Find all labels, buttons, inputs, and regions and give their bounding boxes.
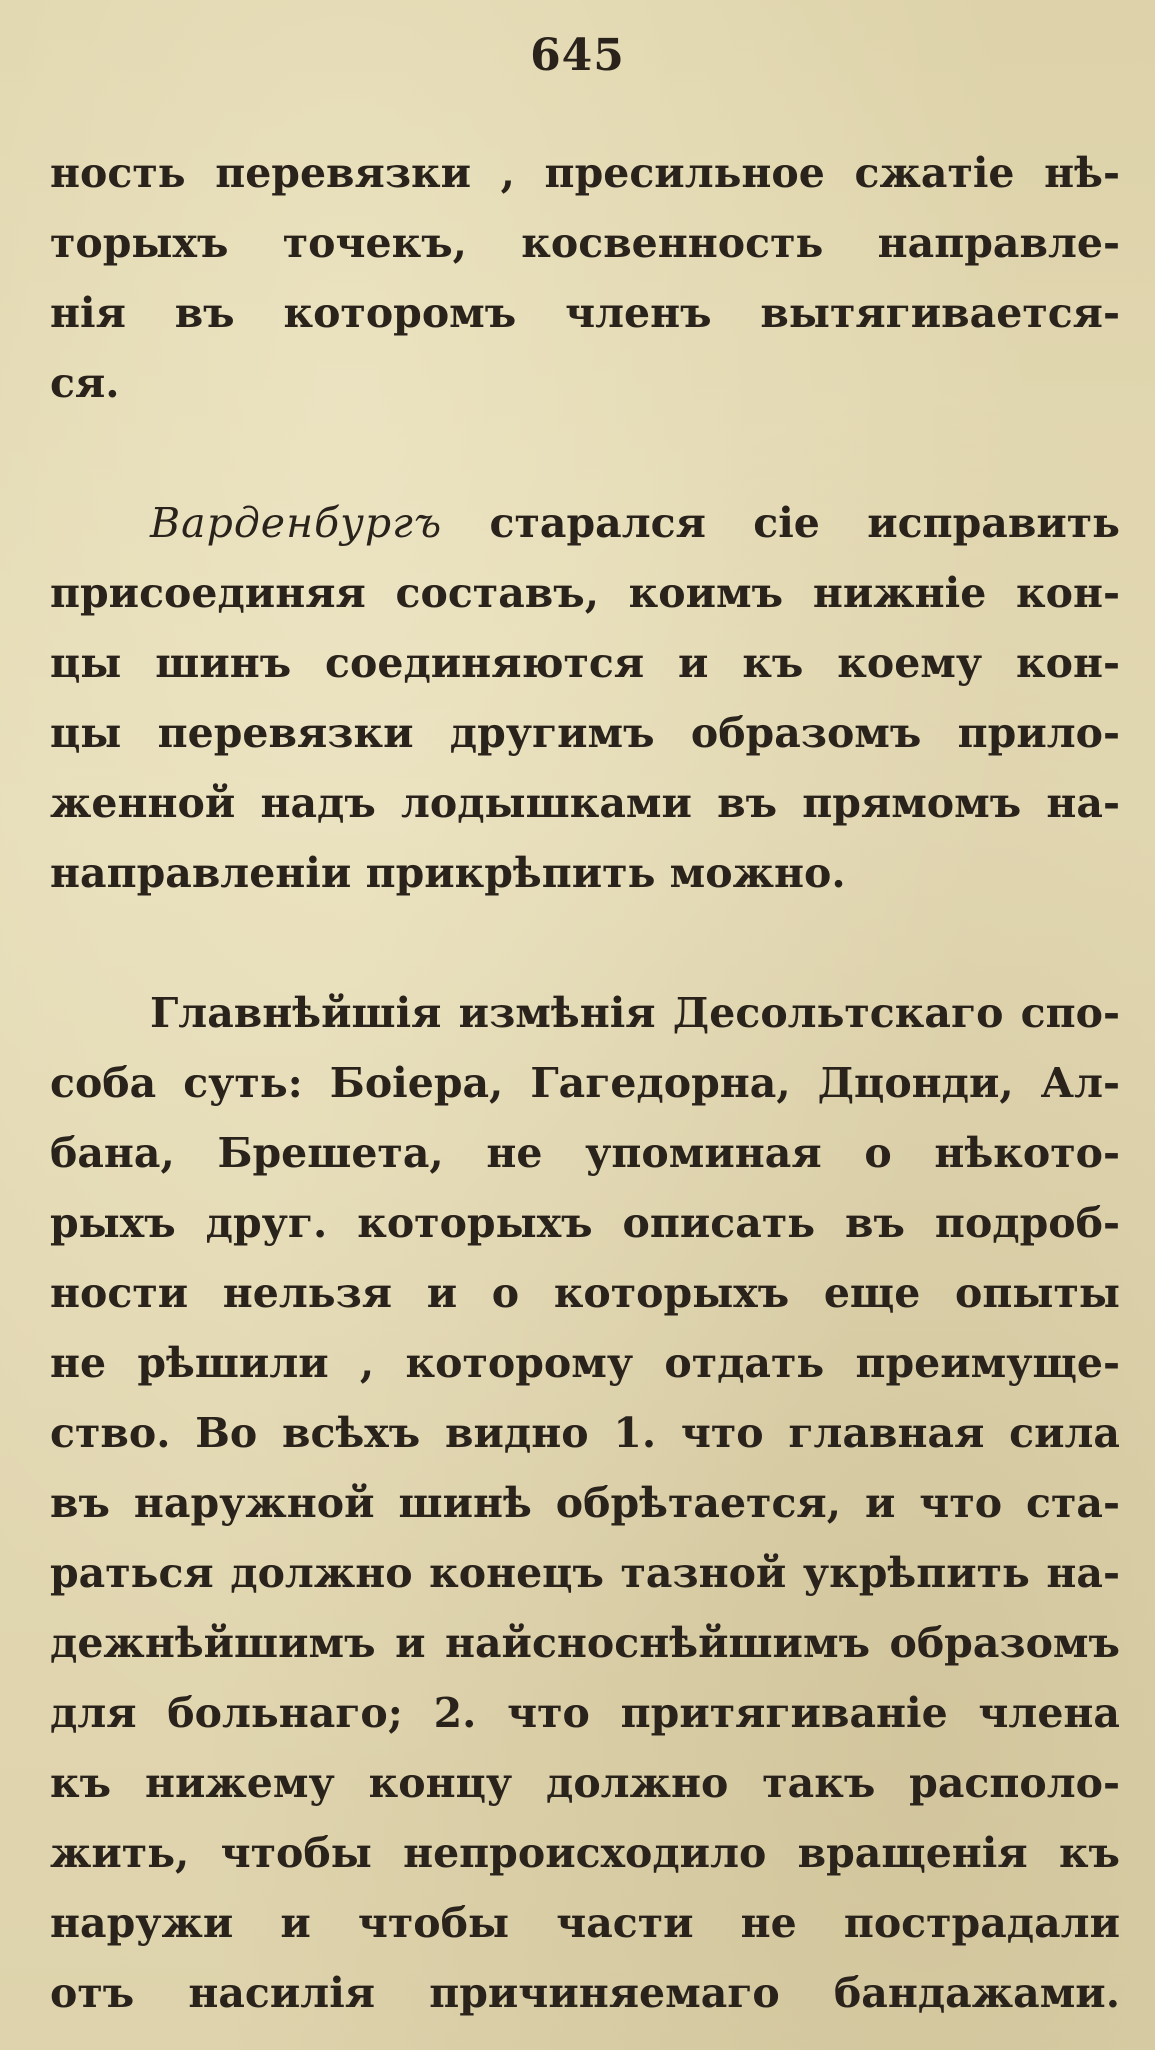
text-line: наружи и чтобы части не пострадали	[50, 1899, 1120, 1947]
text-line	[50, 488, 1120, 558]
text-line: ности нельзя и о которыхъ еще опыты	[50, 1269, 1120, 1317]
text-line: къ нижему концу должно такъ располо-	[50, 1759, 1120, 1807]
text-line: отъ насилія причиняемаго бандажами.	[50, 1969, 1120, 2017]
body-text	[50, 138, 1120, 2028]
text-line: для больнаго; 2. что притягиваніе члена	[50, 1689, 1120, 1737]
text-fragment: старался сіе исправить	[442, 499, 1120, 547]
paragraph-1	[50, 138, 1120, 418]
text-line: цы шинъ соединяются и къ коему кон-	[50, 639, 1120, 687]
text-line: Главнѣйшія измѣнія Десольтскаго спо-	[150, 989, 1120, 1037]
paragraph-3	[50, 978, 1120, 2028]
text-line: цы перевязки другимъ образомъ прило-	[50, 709, 1120, 757]
text-line: направленіи прикрѣпить можно.	[50, 849, 846, 897]
text-line: жить, чтобы непроисходило вращенія къ	[50, 1829, 1120, 1877]
text-line: ность перевязки , пресильное сжатіе нѣ-	[50, 149, 1120, 197]
paragraph-2	[50, 488, 1120, 908]
text-line: соба суть: Боіера, Гагедорна, Дцонди, Ал-	[50, 1059, 1120, 1107]
text-line: присоединяя составъ, коимъ нижніе кон-	[50, 569, 1120, 617]
text-line: ся.	[50, 359, 120, 407]
text-line: въ наружной шинѣ обрѣтается, и что ста-	[50, 1479, 1120, 1527]
text-line: раться должно конецъ тазной укрѣпить на-	[50, 1549, 1120, 1597]
text-line: женной надъ лодышками въ прямомъ на-	[50, 779, 1120, 827]
text-line: нія въ которомъ членъ вытягивается-	[50, 289, 1120, 337]
text-line: ство. Во всѣхъ видно 1. что главная сила	[50, 1409, 1120, 1457]
text-line: торыхъ точекъ, косвенность направле-	[50, 219, 1120, 267]
author-name: Варденбургъ	[150, 499, 443, 547]
text-line: рыхъ друг. которыхъ описать въ подроб-	[50, 1199, 1120, 1247]
text-line: дежнѣйшимъ и найсноснѣйшимъ образомъ	[50, 1619, 1120, 1667]
text-line: не рѣшили , которому отдать преимуще-	[50, 1339, 1120, 1387]
text-line: бана, Брешета, не упоминая о нѣкото-	[50, 1129, 1120, 1177]
page-number: 645	[530, 30, 625, 81]
